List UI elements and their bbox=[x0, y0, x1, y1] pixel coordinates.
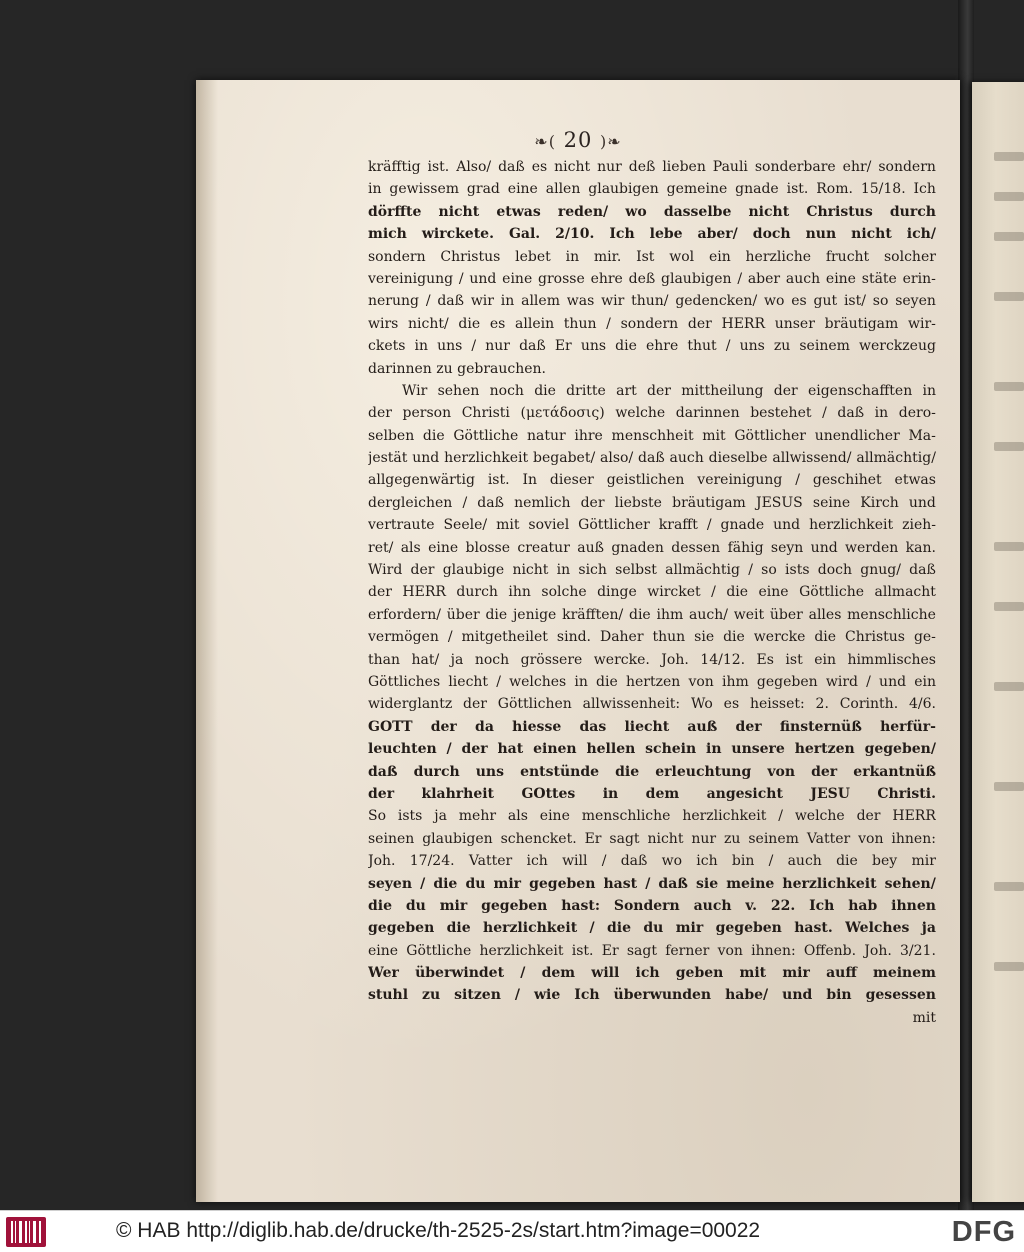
text-line: ret/ als eine blosse creatur auß gnaden dessen fähig seyn und werden kan. bbox=[368, 539, 936, 556]
text-line: Wir sehen noch die dritte art der mittheilung der eigenschafften in bbox=[402, 382, 936, 399]
text-line: vermögen / mitgetheilet sind. Daher thun sie die wercke die Christus ge- bbox=[368, 629, 936, 646]
text-line: seyen / die du mir gegeben hast / daß sie meine herzlichkeit sehen/ bbox=[368, 875, 936, 892]
text-line: Göttliches liecht / welches in die hertzen von ihm gegeben wird / und ein bbox=[368, 673, 936, 690]
text-line: vertraute Seele/ mit soviel Göttlicher krafft / gnade und herzlichkeit zieh- bbox=[368, 517, 936, 534]
ornament-right: )❧ bbox=[600, 132, 622, 151]
text-line: than hat/ ja noch grössere wercke. Joh. 14/12. Es ist ein himmlisches bbox=[368, 651, 936, 668]
text-line: dörffte nicht etwas reden/ wo dasselbe nicht Christus durch bbox=[368, 203, 936, 220]
text-line: nerung / daß wir in allem was wir thun/ gedencken/ wo es gut ist/ so seyen bbox=[368, 293, 936, 310]
text-line: Wird der glaubige nicht in sich selbst allmächtig / so ists doch gnug/ daß bbox=[368, 562, 936, 579]
text-line: GOTT der da hiesse das liecht auß der finsternüß herfür- bbox=[368, 718, 936, 735]
text-line: darinnen zu gebrauchen. bbox=[368, 360, 546, 377]
text-line: gegeben die herzlichkeit / die du mir gegeben hast. Welches ja bbox=[368, 920, 936, 937]
text-line: stuhl zu sitzen / wie Ich überwunden habe/ und bin gesessen bbox=[368, 987, 936, 1004]
text-line: in gewissem grad eine allen glaubigen gemeine gnade ist. Rom. 15/18. Ich bbox=[368, 181, 936, 198]
text-line: dergleichen / daß nemlich der liebste bräutigam JESUS seine Kirch und bbox=[368, 494, 936, 511]
text-line: der person Christi (μετάδοσις) welche darinnen bestehet / daß in dero- bbox=[368, 405, 936, 422]
text-line: sondern Christus lebet in mir. Ist wol ein herzliche frucht solcher bbox=[368, 248, 936, 265]
text-line: jestät und herzlichkeit begabet/ also/ daß auch dieselbe allwissend/ allmächtig/ bbox=[368, 450, 936, 467]
text-line: leuchten / der hat einen hellen schein in unsere hertzen gegeben/ bbox=[368, 741, 936, 758]
text-line: daß durch uns entstünde die erleuchtung von der erkantnüß bbox=[368, 763, 936, 780]
text-line: erfordern/ über die jenige kräfften/ die ihm auch/ weit über alles menschliche bbox=[368, 606, 936, 623]
text-line: mit bbox=[912, 1009, 936, 1026]
hab-barcode-logo-icon bbox=[6, 1217, 46, 1247]
adjacent-page bbox=[972, 82, 1024, 1202]
text-line: die du mir gegeben hast: Sondern auch v. 22. Ich hab ihnen bbox=[368, 897, 936, 914]
text-line: mich wirckete. Gal. 2/10. Ich lebe aber/ doch nun nicht ich/ bbox=[368, 226, 936, 243]
book-page bbox=[196, 80, 960, 1202]
text-line: Wer überwindet / dem will ich geben mit mir auff meinem bbox=[368, 965, 936, 982]
text-line: Joh. 17/24. Vatter ich will / daß wo ich bin / auch die bey mir bbox=[368, 853, 936, 870]
text-line: vereinigung / und eine grosse ehre deß glaubigen / aber auch eine stäte erin- bbox=[368, 270, 936, 287]
text-line: seinen glaubigen schencket. Er sagt nicht nur zu seinem Vatter von ihnen: bbox=[368, 830, 936, 847]
text-line: der HERR durch ihn solche dinge wircket / die eine Göttliche allmacht bbox=[368, 584, 936, 601]
text-line: So ists ja mehr als eine menschliche herzlichkeit / welche der HERR bbox=[368, 808, 936, 825]
text-line: eine Göttliche herzlichkeit ist. Er sagt ferner von ihnen: Offenb. Joh. 3/21. bbox=[368, 942, 936, 959]
copyright-link[interactable]: © HAB http://diglib.hab.de/drucke/th-2525-2s/start.htm?image=00022 bbox=[116, 1219, 761, 1242]
text-line: selben die Göttliche natur ihre menschheit mit Göttlicher unendlicher Ma- bbox=[368, 427, 936, 444]
dfg-logo: DFG bbox=[951, 1216, 1016, 1248]
page-number-value: 20 bbox=[563, 128, 593, 152]
text-line: widerglantz der Göttlichen allwissenheit: Wo es heisset: 2. Corinth. 4/6. bbox=[368, 696, 936, 713]
text-line: der klahrheit GOttes in dem angesicht JESU Christi. bbox=[368, 785, 936, 802]
text-line: allgegenwärtig ist. In dieser geistlichen vereinigung / geschihet etwas bbox=[368, 472, 936, 489]
body-text bbox=[368, 156, 936, 1029]
footer-bar bbox=[0, 1210, 1024, 1252]
text-line: ckets in uns / nur daß Er uns die ehre thut / uns zu seinem werckzeug bbox=[368, 338, 936, 355]
text-line: wirs nicht/ die es allein thun / sondern der HERR unser bräutigam wir- bbox=[368, 315, 936, 332]
page-number bbox=[196, 128, 960, 152]
ornament-left: ❧( bbox=[534, 132, 556, 151]
text-line: kräfftig ist. Also/ daß es nicht nur deß lieben Pauli sonderbare ehr/ sondern bbox=[368, 159, 936, 175]
